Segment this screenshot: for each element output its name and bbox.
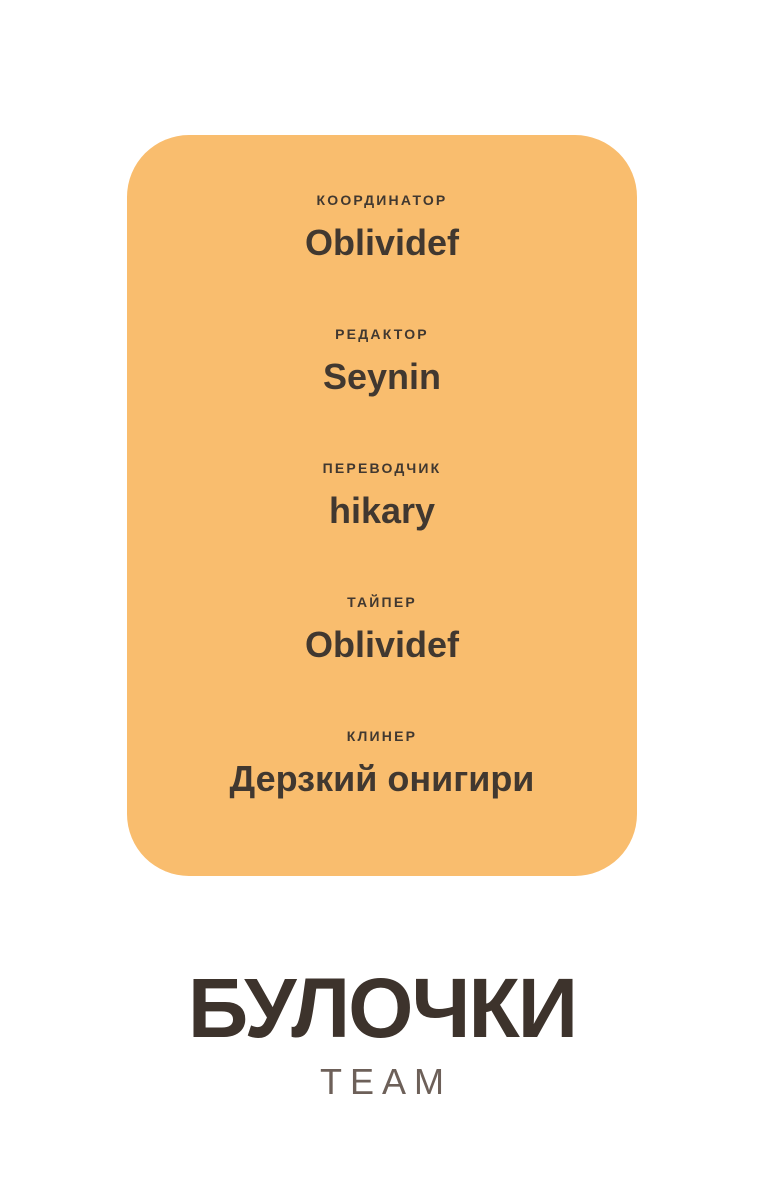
role-member-name: Дерзкий онигири [229, 758, 535, 799]
team-name: БУЛОЧКИ [187, 961, 577, 1055]
role-member-name: Oblividef [304, 222, 460, 263]
team-logo [0, 961, 764, 1102]
role-entry-coordinator [305, 191, 459, 265]
role-label: КЛИНЕР [346, 728, 418, 744]
role-label: ПЕРЕВОДЧИК [322, 460, 442, 476]
role-label: ТАЙПЕР [347, 594, 417, 610]
role-entry-typesetter [305, 593, 459, 667]
role-label: РЕДАКТОР [335, 326, 429, 342]
role-entry-translator [323, 459, 442, 533]
team-subtitle: TEAM [319, 1061, 452, 1102]
role-member-name: hikary [328, 490, 436, 531]
role-member-name: Oblividef [304, 624, 460, 665]
role-member-name: Seynin [322, 356, 442, 397]
role-entry-cleaner [230, 727, 535, 801]
role-entry-editor [323, 325, 441, 399]
team-credits-card [127, 135, 637, 876]
role-label: КООРДИНАТОР [316, 192, 448, 208]
